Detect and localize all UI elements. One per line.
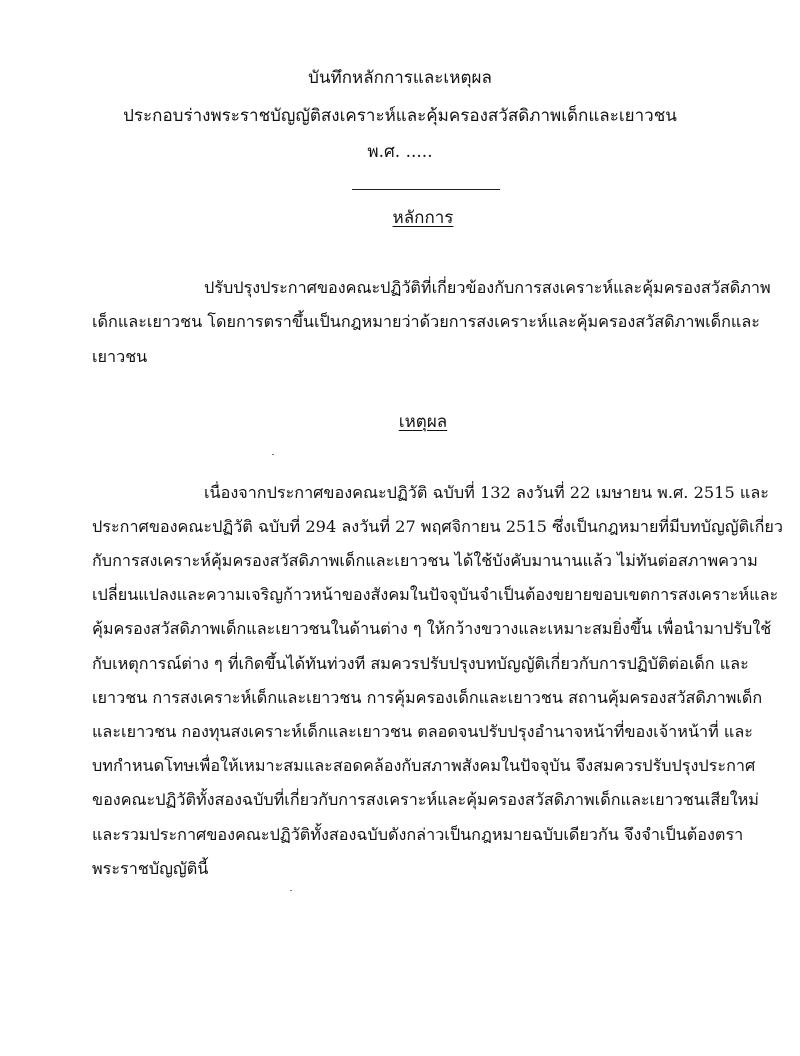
reason-line: พระราชบัญญัตินี้ — [92, 859, 209, 878]
reason-line: และเยาวชน กองทุนสงเคราะห์เด็กและเยาวชน ตลอดจนปรับปรุงอำนาจหน้าที่ของเจ้าหน้าที่ และ — [92, 722, 753, 741]
principle-line: ปรับปรุงประกาศของคณะปฏิวัติที่เกี่ยวข้องกับการสงเคราะห์และคุ้มครองสวัสดิภาพ — [204, 278, 771, 297]
reason-line: กับเหตุการณ์ต่าง ๆ ที่เกิดขึ้นได้ทันท่วงที สมควรปรับปรุงบทบัญญัติเกี่ยวกับการปฏิบัติต่อเด็ก และ — [92, 654, 749, 673]
reason-line: ประกาศของคณะปฏิวัติ ฉบับที่ 294 ลงวันที่ 27 พฤศจิกายน 2515 ซึ่งเป็นกฎหมายที่มีบทบัญญัติเกี่ยว — [92, 517, 784, 536]
title-divider — [352, 189, 500, 190]
reason-line: บทกำหนดโทษเพื่อให้เหมาะสมและสอดคล้องกับสภาพสังคมในปัจจุบัน จึงสมควรปรับปรุงประกาศ — [92, 756, 756, 775]
principle-heading: หลักการ — [392, 208, 454, 228]
reason-heading: เหตุผล — [398, 412, 448, 432]
reason-line: เปลี่ยนแปลงและความเจริญก้าวหน้าของสังคมในปัจจุบันจำเป็นต้องขยายขอบเขตการสงเคราะห์และ — [92, 585, 779, 604]
document-subtitle: ประกอบร่างพระราชบัญญัติสงเคราะห์และคุ้มครองสวัสดิภาพเด็กและเยาวชน — [123, 106, 677, 126]
reason-line: เนื่องจากประกาศของคณะปฏิวัติ ฉบับที่ 132 ลงวันที่ 22 เมษายน พ.ศ. 2515 และ — [204, 483, 769, 502]
document-year: พ.ศ. ..... — [367, 142, 433, 162]
reason-line: ของคณะปฏิวัติทั้งสองฉบับที่เกี่ยวกับการสงเคราะห์และคุ้มครองสวัสดิภาพเด็กและเยาวชนเสียใหม่ — [92, 790, 759, 809]
reason-line: กับการสงเคราะห์คุ้มครองสวัสดิภาพเด็กและเยาวชน ได้ใช้บังคับมานานแล้ว ไม่ทันต่อสภาพความ — [92, 551, 758, 570]
document-title: บันทึกหลักการและเหตุผล — [308, 68, 492, 88]
reason-line: และรวมประกาศของคณะปฏิวัติทั้งสองฉบับดังกล่าวเป็นกฎหมายฉบับเดียวกัน จึงจำเป็นต้องตรา — [92, 825, 744, 844]
scan-speck — [290, 890, 292, 891]
scan-speck — [272, 454, 274, 455]
reason-line: คุ้มครองสวัสดิภาพเด็กและเยาวชนในด้านต่าง ๆ ให้กว้างขวางและเหมาะสมยิ่งขึ้น เพื่อนำมาปรับใช้ — [92, 619, 772, 638]
reason-line: เยาวชน การสงเคราะห์เด็กและเยาวชน การคุ้มครองเด็กและเยาวชน สถานคุ้มครองสวัสดิภาพเด็ก — [92, 688, 763, 707]
principle-line: เยาวชน — [92, 347, 148, 366]
principle-line: เด็กและเยาวชน โดยการตราขึ้นเป็นกฎหมายว่าด้วยการสงเคราะห์และคุ้มครองสวัสดิภาพเด็กและ — [92, 312, 760, 331]
